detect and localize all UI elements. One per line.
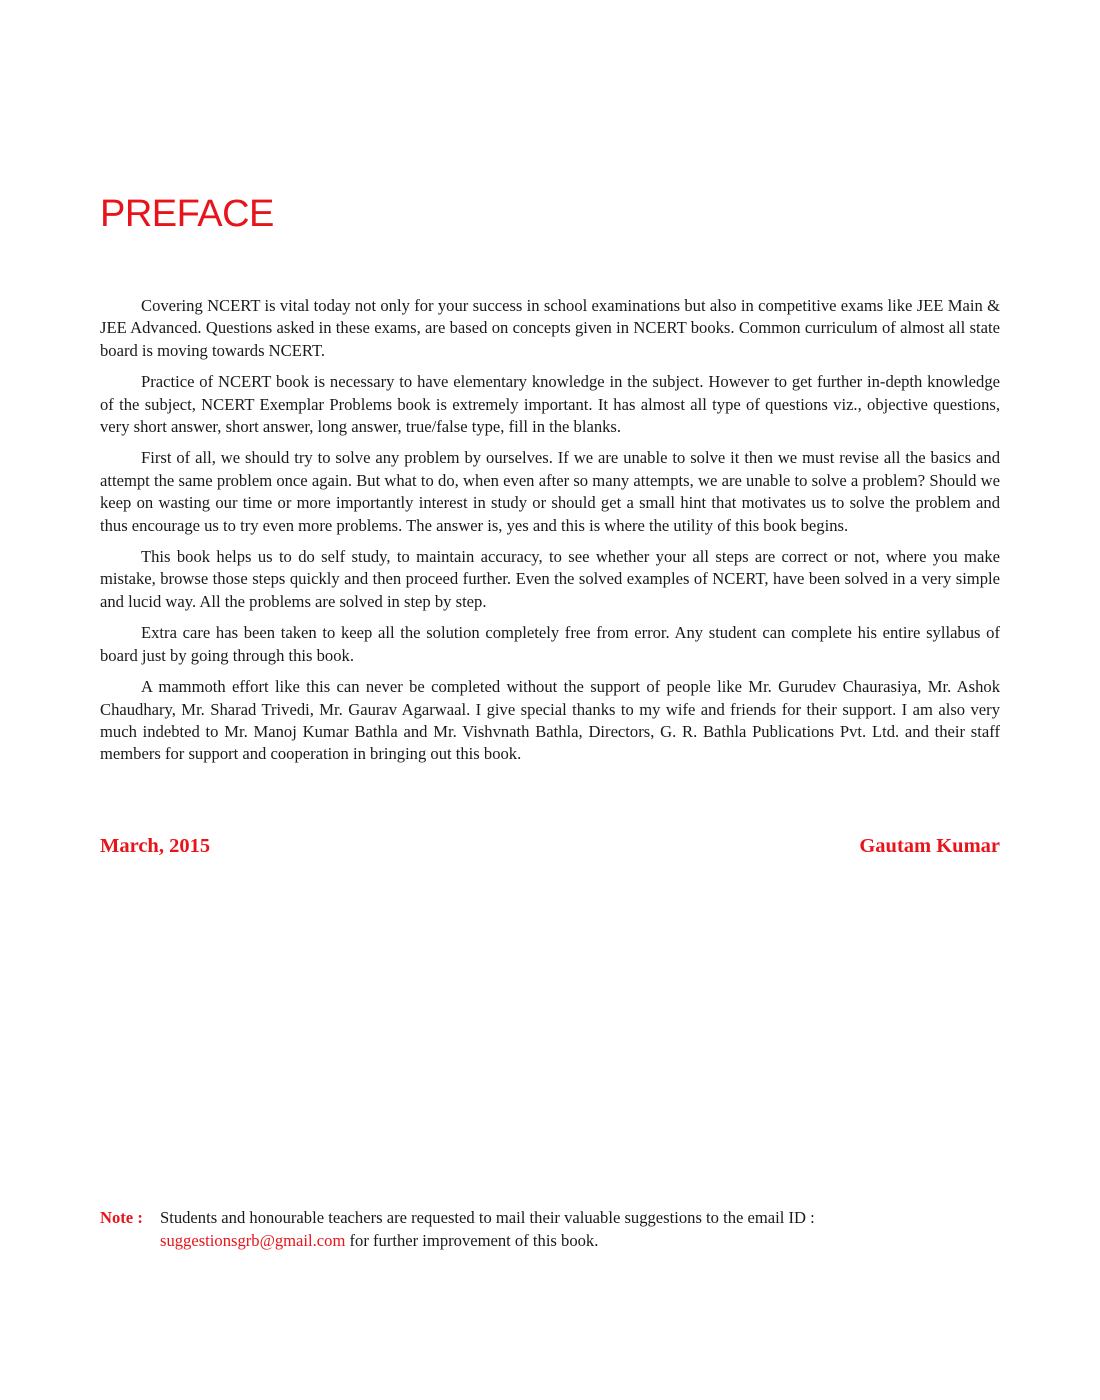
signature-date: March, 2015: [100, 835, 211, 857]
paragraph-3: First of all, we should try to solve any problem by ourselves. If we are unable to solve it then we must revise all the basics and attempt the same problem once again. But what to do, when even after so many attempts, we are unable to solve a problem? Should we keep on wasting our time or more importantly interest in study or should get a small hint that motivates us to solve the problem and thus encourage us to try even more problems. The answer is, yes and this is where the utility of this book begins.: [100, 448, 1000, 535]
paragraph-5: Extra care has been taken to keep all the solution completely free from error. Any student can complete his entire syllabus of board just by going through this book.: [100, 623, 1000, 665]
paragraph-2: Practice of NCERT book is necessary to have elementary knowledge in the subject. However to get further in-depth knowledge of the subject, NCERT Exemplar Problems book is extremely important. It has almost all type of questions viz., objective questions, very short answer, short answer, long answer, true/false type, fill in the blanks.: [100, 372, 1000, 437]
note-text: [160, 1206, 1000, 1252]
signature-author: Gautam Kumar: [859, 835, 1000, 857]
paragraph-1: Covering NCERT is vital today not only for your success in school examinations but also in competitive exams like JEE Main & JEE Advanced. Questions asked in these exams, are based on concepts given in NCERT books. Common curriculum of almost all state board is moving towards NCERT.: [100, 296, 1000, 360]
note-text-before: Students and honourable teachers are requested to mail their valuable suggestions to the email ID :: [160, 1208, 815, 1227]
note-label: Note :: [100, 1208, 143, 1227]
footer-note: [100, 1206, 1000, 1252]
signature-line: [100, 832, 1000, 862]
paragraph-6: A mammoth effort like this can never be completed without the support of people like Mr. Gurudev Chaurasiya, Mr. Ashok Chaudhary, Mr. Sharad Trivedi, Mr. Gaurav Agarwaal. I give special thanks to my wife and friends for their support. I am also very much indebted to Mr. Manoj Kumar Bathla and Mr. Vishvnath Bathla, Directors, G. R. Bathla Publications Pvt. Ltd. and their staff members for support and cooperation in bringing out this book.: [100, 677, 1000, 764]
note-text-after: for further improvement of this book.: [349, 1231, 599, 1250]
page-title: PREFACE: [100, 193, 274, 235]
preface-body: [100, 295, 1000, 775]
email-link[interactable]: suggestionsgrb@gmail.com: [160, 1231, 346, 1250]
paragraph-4: This book helps us to do self study, to maintain accuracy, to see whether your all steps are correct or not, where you make mistake, browse those steps quickly and then proceed further. Even the solved examples of NCERT, have been solved in a very simple and lucid way. All the problems are solved in step by step.: [100, 547, 1000, 611]
